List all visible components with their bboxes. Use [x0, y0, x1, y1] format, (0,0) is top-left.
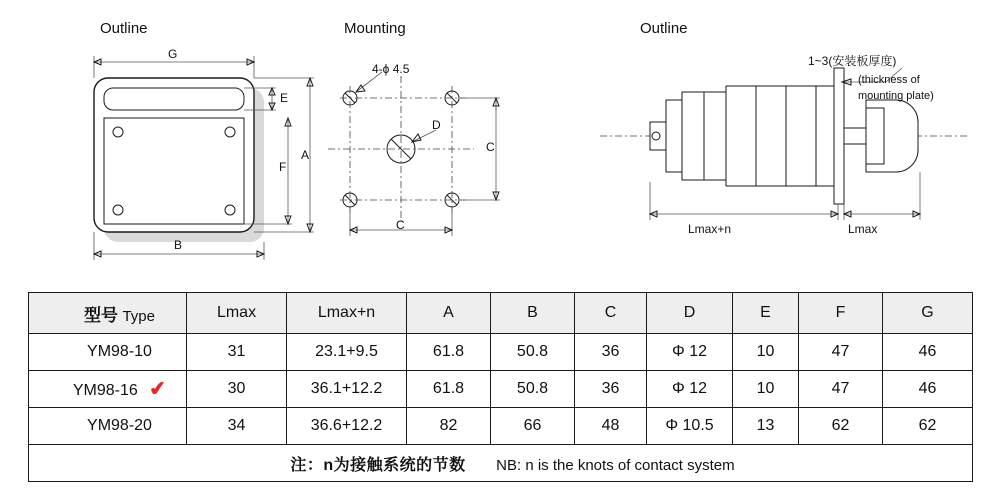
dim-label-c-horizontal: C: [396, 218, 405, 232]
outline-left-drawing: [60, 52, 330, 272]
type-label: YM98-16: [72, 381, 138, 399]
dim-label-c-vertical: C: [486, 140, 495, 154]
selected-check-icon: ✔: [148, 377, 169, 401]
header-lmax-plus-n: Lmax+n: [287, 293, 407, 334]
dim-label-g: G: [168, 47, 178, 61]
header-b: B: [491, 293, 575, 334]
cell-type: [29, 371, 187, 408]
table-row: [29, 334, 973, 371]
outline-right-panel: [590, 0, 980, 278]
mounting-title: Mounting: [344, 20, 406, 37]
cell-f: 62: [799, 408, 883, 445]
cell-g: 46: [883, 371, 973, 408]
note-en: NB: n is the knots of contact system: [496, 456, 735, 474]
header-a: A: [407, 293, 491, 334]
table-row: [29, 371, 973, 408]
cell-lmax-plus-n: 36.6+12.2: [287, 408, 407, 445]
header-type-en: Type: [122, 307, 155, 325]
header-type-cn: 型号: [84, 305, 118, 325]
type-label: YM98-10: [87, 343, 152, 360]
cell-g: 46: [883, 334, 973, 371]
spec-table: [28, 292, 973, 482]
outline-right-drawing: [590, 52, 980, 267]
cell-a: 61.8: [407, 371, 491, 408]
dim-label-four-holes: 4-ϕ 4.5: [372, 62, 410, 76]
type-label: YM98-20: [87, 417, 152, 434]
note-cell: [29, 445, 973, 482]
cell-type: [29, 334, 187, 371]
spec-table-wrap: [28, 292, 972, 482]
cell-d: Φ 12: [647, 371, 733, 408]
header-e: E: [733, 293, 799, 334]
cell-f: 47: [799, 334, 883, 371]
outline-left-title: Outline: [100, 20, 148, 37]
outline-right-title: Outline: [640, 20, 688, 37]
cell-lmax: 34: [187, 408, 287, 445]
mounting-panel: [320, 0, 540, 278]
header-type: [29, 293, 187, 334]
dim-label-d: D: [432, 118, 441, 132]
cell-e: 13: [733, 408, 799, 445]
table-note-row: [29, 445, 973, 482]
dim-label-plate-thickness-en2: mounting plate): [858, 90, 934, 102]
mounting-drawing: [320, 58, 540, 258]
cell-b: 66: [491, 408, 575, 445]
cell-e: 10: [733, 334, 799, 371]
outline-left-panel: [60, 0, 330, 278]
header-f: F: [799, 293, 883, 334]
cell-c: 36: [575, 334, 647, 371]
cell-lmax-plus-n: 23.1+9.5: [287, 334, 407, 371]
cell-e: 10: [733, 371, 799, 408]
cell-lmax: 31: [187, 334, 287, 371]
dim-label-lmax: Lmax: [848, 222, 878, 236]
dim-label-plate-thickness-en1: (thickness of: [858, 74, 920, 86]
dim-label-f: F: [279, 160, 287, 174]
cell-g: 62: [883, 408, 973, 445]
cell-c: 36: [575, 371, 647, 408]
cell-c: 48: [575, 408, 647, 445]
dim-label-plate-thickness-cn: 1~3(安装板厚度): [808, 54, 897, 68]
table-row: [29, 408, 973, 445]
cell-lmax-plus-n: 36.1+12.2: [287, 371, 407, 408]
header-d: D: [647, 293, 733, 334]
cell-lmax: 30: [187, 371, 287, 408]
cell-d: Φ 10.5: [647, 408, 733, 445]
dim-label-e: E: [280, 91, 289, 105]
header-g: G: [883, 293, 973, 334]
cell-type: [29, 408, 187, 445]
header-c: C: [575, 293, 647, 334]
cell-f: 47: [799, 371, 883, 408]
cell-d: Φ 12: [647, 334, 733, 371]
cell-a: 61.8: [407, 334, 491, 371]
cell-b: 50.8: [491, 371, 575, 408]
header-lmax: Lmax: [187, 293, 287, 334]
cell-a: 82: [407, 408, 491, 445]
table-header-row: [29, 293, 973, 334]
dim-label-b: B: [174, 238, 183, 252]
dim-label-a: A: [301, 148, 310, 162]
note-cn: 注：n为接触系统的节数: [290, 456, 466, 474]
cell-b: 50.8: [491, 334, 575, 371]
dim-label-lmax-plus-n: Lmax+n: [688, 222, 732, 236]
